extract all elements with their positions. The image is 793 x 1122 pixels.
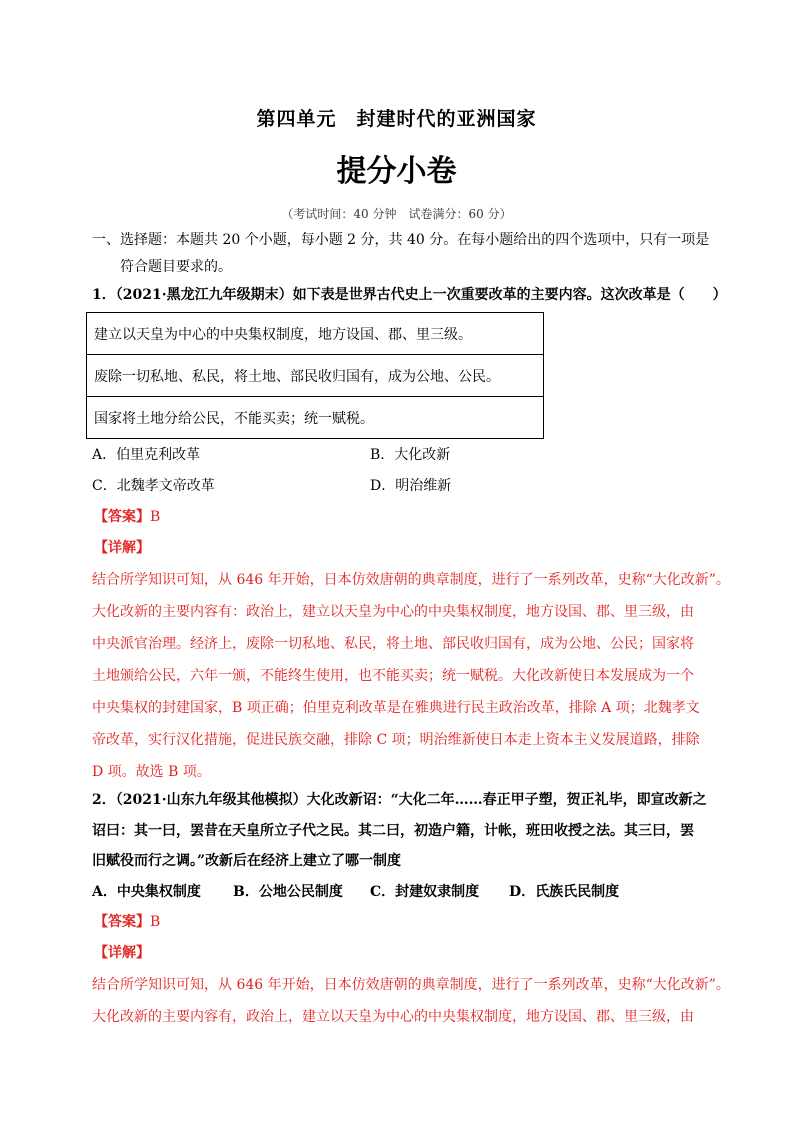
q1-explanation-line: 大化改新的主要内容有：政治上，建立以天皇为中心的中央集权制度，地方设国、郡、里三级，由 <box>92 604 694 620</box>
q1-explanation-line: 结合所学知识可知，从 646 年开始，日本仿效唐朝的典章制度，进行了一系列改革，史称“大化改新”。 <box>92 572 730 588</box>
section-instruction-cont: 符合题目要求的。 <box>120 259 232 275</box>
q1-option-b: B．大化改新 <box>370 447 451 463</box>
table-row <box>87 313 544 355</box>
q2-option-d: D．氏族氏民制度 <box>509 884 620 900</box>
table-cell: 建立以天皇为中心的中央集权制度，地方设国、郡、里三级。 <box>87 313 544 355</box>
table-cell: 废除一切私地、私民，将土地、部民收归国有，成为公地、公民。 <box>87 355 544 397</box>
q2-option-c: C．封建奴隶制度 <box>370 884 480 900</box>
answer-value: B <box>150 509 161 525</box>
q2-option-b: B．公地公民制度 <box>233 884 343 900</box>
q2-option-a: A．中央集权制度 <box>92 884 201 900</box>
q1-option-c: C．北魏孝文帝改革 <box>92 478 215 494</box>
table-cell: 国家将土地分给公民，不能买卖；统一赋税。 <box>87 397 544 439</box>
q2-explanation-line: 结合所学知识可知，从 646 年开始，日本仿效唐朝的典章制度，进行了一系列改革，史称“大化改新”。 <box>92 977 730 993</box>
q1-explanation-line: 中央派官治理。经济上，废除一切私地、私民，将土地、部民收归国有，成为公地、公民；国家将 <box>92 636 694 652</box>
section-instruction: 一、选择题：本题共 20 个小题，每小题 2 分，共 40 分。在每小题给出的四个选项中，只有一项是 <box>92 232 710 248</box>
q2-stem-cont: 诏曰：其一曰，罢昔在天皇所立子代之民。其二曰，初造户籍，计帐，班田收授之法。其三曰，罢 <box>92 823 694 839</box>
q1-explanation-line: 帝改革，实行汉化措施，促进民族交融，排除 C 项；明治维新使日本走上资本主义发展道路，排除 <box>92 732 700 748</box>
q1-explanation-line: 土地颁给公民，六年一颁，不能终生使用，也不能买卖；统一赋税。大化改新使日本发展成为一个 <box>92 668 694 684</box>
q1-explain-label: 【详解】 <box>94 540 150 556</box>
q1-option-d: D．明治维新 <box>370 478 452 494</box>
answer-value: B <box>150 914 161 930</box>
paper-title: 提分小卷 <box>336 154 457 189</box>
table-row <box>87 355 544 397</box>
table-row <box>87 397 544 439</box>
q2-explain-label: 【详解】 <box>94 945 150 961</box>
q2-stem: 2．（2021·山东九年级其他模拟）大化改新诏：“大化二年……春正甲子塑，贺正礼毕，即宣改新之 <box>92 792 707 808</box>
q1-option-a: A．伯里克利改革 <box>92 447 201 463</box>
q2-stem-cont: 旧赋役而行之调。”改新后在经济上建立了哪一制度 <box>92 853 402 869</box>
q1-stem: 1．（2021·黑龙江九年级期末）如下表是世界古代史上一次重要改革的主要内容。这次改革是（ ） <box>92 287 727 303</box>
q1-explanation-line: D 项。故选 B 项。 <box>92 764 211 780</box>
q1-content-table <box>86 312 544 439</box>
answer-label: 【答案】 <box>94 914 150 930</box>
exam-info: （考试时间：40 分钟 试卷满分：60 分） <box>281 207 512 221</box>
unit-title: 第四单元 封建时代的亚洲国家 <box>256 108 537 130</box>
q2-answer <box>94 906 160 938</box>
q1-explanation-line: 中央集权的封建国家，B 项正确；伯里克利改革是在雅典进行民主政治改革，排除 A 项；北魏孝文 <box>92 700 700 716</box>
q1-answer <box>94 501 160 533</box>
q2-explanation-line: 大化改新的主要内容有，政治上，建立以天皇为中心的中央集权制度，地方设国、郡、里三级，由 <box>92 1009 694 1025</box>
answer-label: 【答案】 <box>94 509 150 525</box>
